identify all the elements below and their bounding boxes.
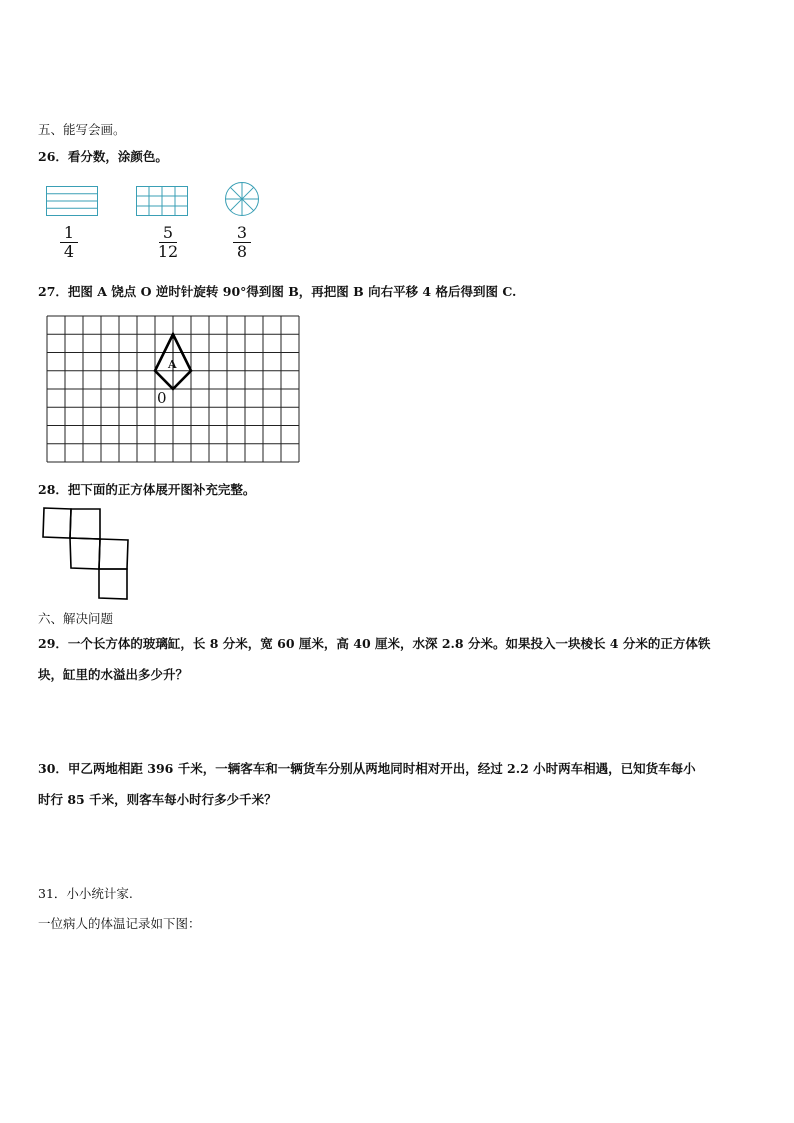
numerator: 5	[162, 223, 174, 242]
denominator: 8	[236, 242, 248, 261]
fraction-five-twelfths	[148, 224, 188, 261]
fraction-one-quarter	[49, 224, 89, 261]
cube-net	[40, 506, 134, 602]
shape-a-label: A	[168, 358, 177, 371]
q29-line2: 块，缸里的水溢出多少升？	[38, 667, 189, 682]
q29-line1: 29．一个长方体的玻璃缸，长 8 分米，宽 60 厘米，高 40 厘米，水深 2.8 分米。如果投入一块棱长 4 分米的正方体铁	[38, 636, 711, 651]
q28-text: 28．把下面的正方体展开图补充完整。	[38, 482, 256, 497]
denominator: 12	[157, 242, 179, 261]
fraction-three-eighths	[222, 224, 262, 261]
q30-line2: 时行 85 千米，则客车每小时行多少千米？	[38, 792, 277, 807]
rotation-grid	[44, 314, 302, 466]
q30-line1: 30．甲乙两地相距 396 千米，一辆客车和一辆货车分别从两地同时相对开出，经过 2.2 小时两车相遇，已知货车每小	[38, 761, 696, 776]
numerator: 1	[63, 223, 75, 242]
denominator: 4	[63, 242, 75, 261]
fraction-rect-twelfths	[136, 186, 188, 216]
section5-heading: 五、能写会画。	[38, 122, 126, 137]
fraction-rect-quarters	[46, 186, 98, 216]
point-o-label: 0	[157, 389, 167, 407]
q31-subtext: 一位病人的体温记录如下图：	[38, 916, 201, 931]
q27-text: 27．把图 A 饶点 O 逆时针旋转 90°得到图 B，再把图 B 向右平移 4 格后得到图 C.	[38, 284, 517, 299]
fraction-circle-eighths	[224, 181, 260, 217]
q31-text: 31．小小统计家.	[38, 886, 133, 901]
section6-heading: 六、解决问题	[38, 611, 114, 626]
q26-text: 26．看分数，涂颜色。	[38, 149, 168, 164]
numerator: 3	[236, 223, 248, 242]
